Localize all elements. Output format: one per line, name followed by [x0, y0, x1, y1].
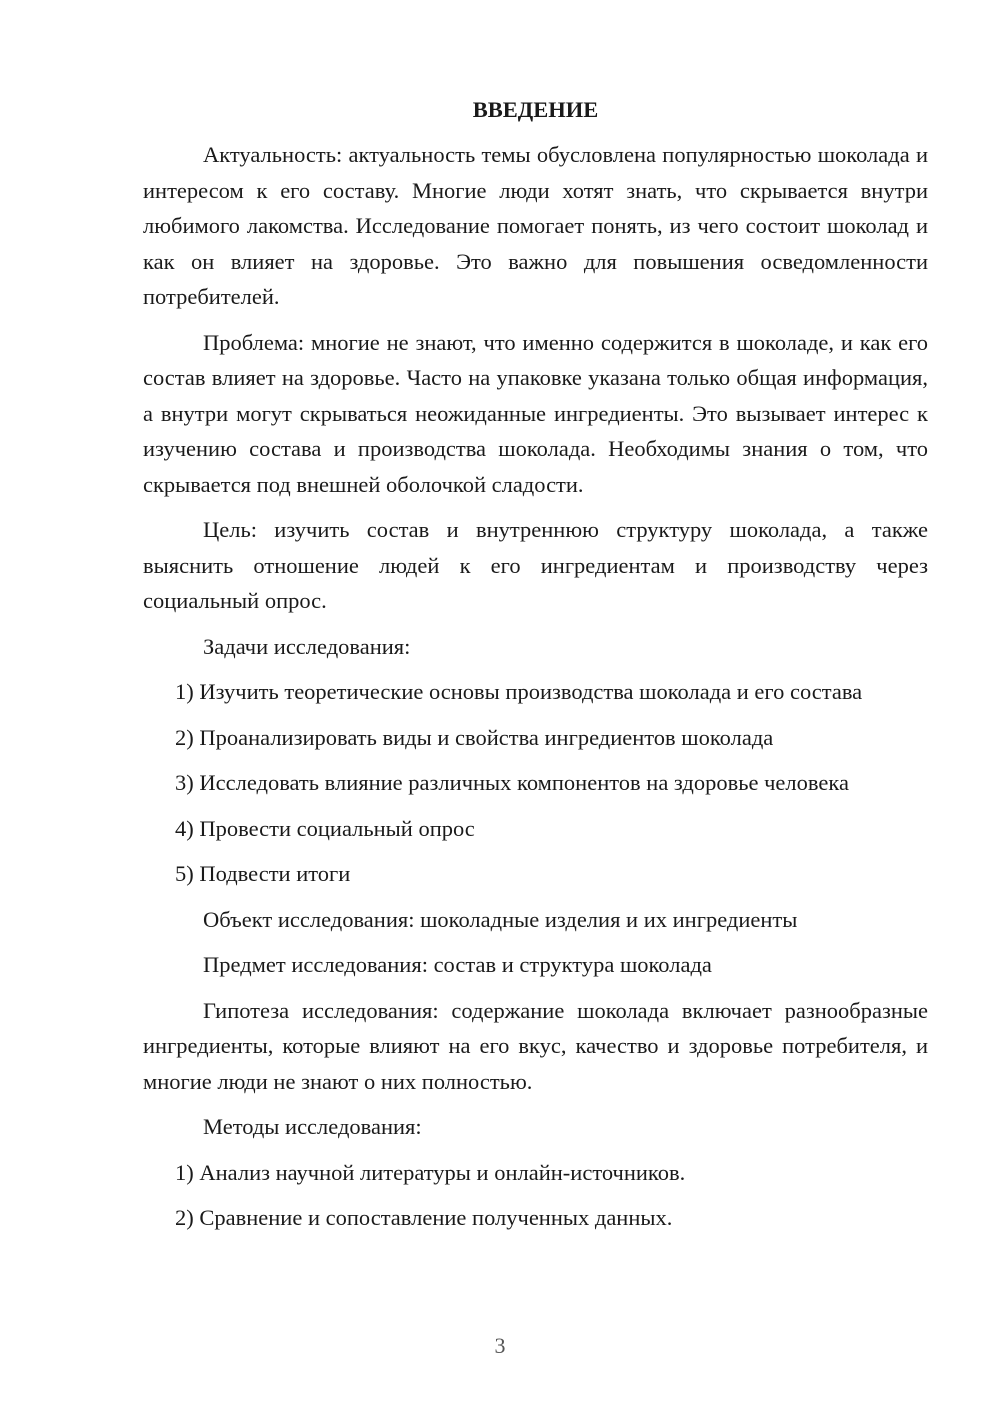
task-item: 3) Исследовать влияние различных компонентов на здоровье человека — [175, 770, 849, 795]
research-object: Объект исследования: шоколадные изделия и их ингредиенты — [203, 906, 798, 932]
task-item: 1) Изучить теоретические основы производства шоколада и его состава — [175, 679, 863, 704]
method-item: 2) Сравнение и сопоставление полученных данных. — [175, 1205, 673, 1230]
tasks-heading: Задачи исследования: — [203, 633, 411, 659]
goal-paragraph: Цель: изучить состав и внутреннюю структуру шоколада, а также выяснить отношение людей к его ингредиентам и производству через социальный опрос. — [143, 517, 928, 613]
methods-heading: Методы исследования: — [203, 1114, 422, 1139]
problem-paragraph: Проблема: многие не знают, что именно содержится в шоколаде, и как его состав влияет на здоровье. Часто на упаковке указана только общая информация, а внутри могут скрываться неожиданные ингредиенты. Это вызывает интерес к изучению состава и производства шоколада. Необходимы знания о том, что скрывается под внешней оболочкой сладости. — [143, 329, 928, 497]
relevance-paragraph: Актуальность: актуальность темы обусловлена популярностью шоколада и интересом к его составу. Многие люди хотят знать, что скрывается внутри любимого лакомства. Исследование помогает понять, из чего состоит шоколад и как он влияет на здоровье. Это важно для повышения осведомленности потребителей. — [143, 142, 928, 309]
page-title: ВВЕДЕНИЕ — [472, 97, 599, 122]
task-item: 2) Проанализировать виды и свойства ингредиентов шоколада — [175, 724, 774, 750]
task-item: 5) Подвести итоги — [175, 861, 351, 886]
document-page — [143, 90, 928, 1246]
task-item: 4) Провести социальный опрос — [175, 815, 475, 841]
hypothesis-paragraph: Гипотеза исследования: содержание шоколада включает разнообразные ингредиенты, которые влияют на его вкус, качество и здоровье потребителя, и многие люди не знают о них полностью. — [143, 997, 928, 1094]
method-item: 1) Анализ научной литературы и онлайн-источников. — [175, 1159, 686, 1185]
research-subject: Предмет исследования: состав и структура шоколада — [203, 952, 712, 977]
page-number: 3 — [494, 1333, 506, 1358]
